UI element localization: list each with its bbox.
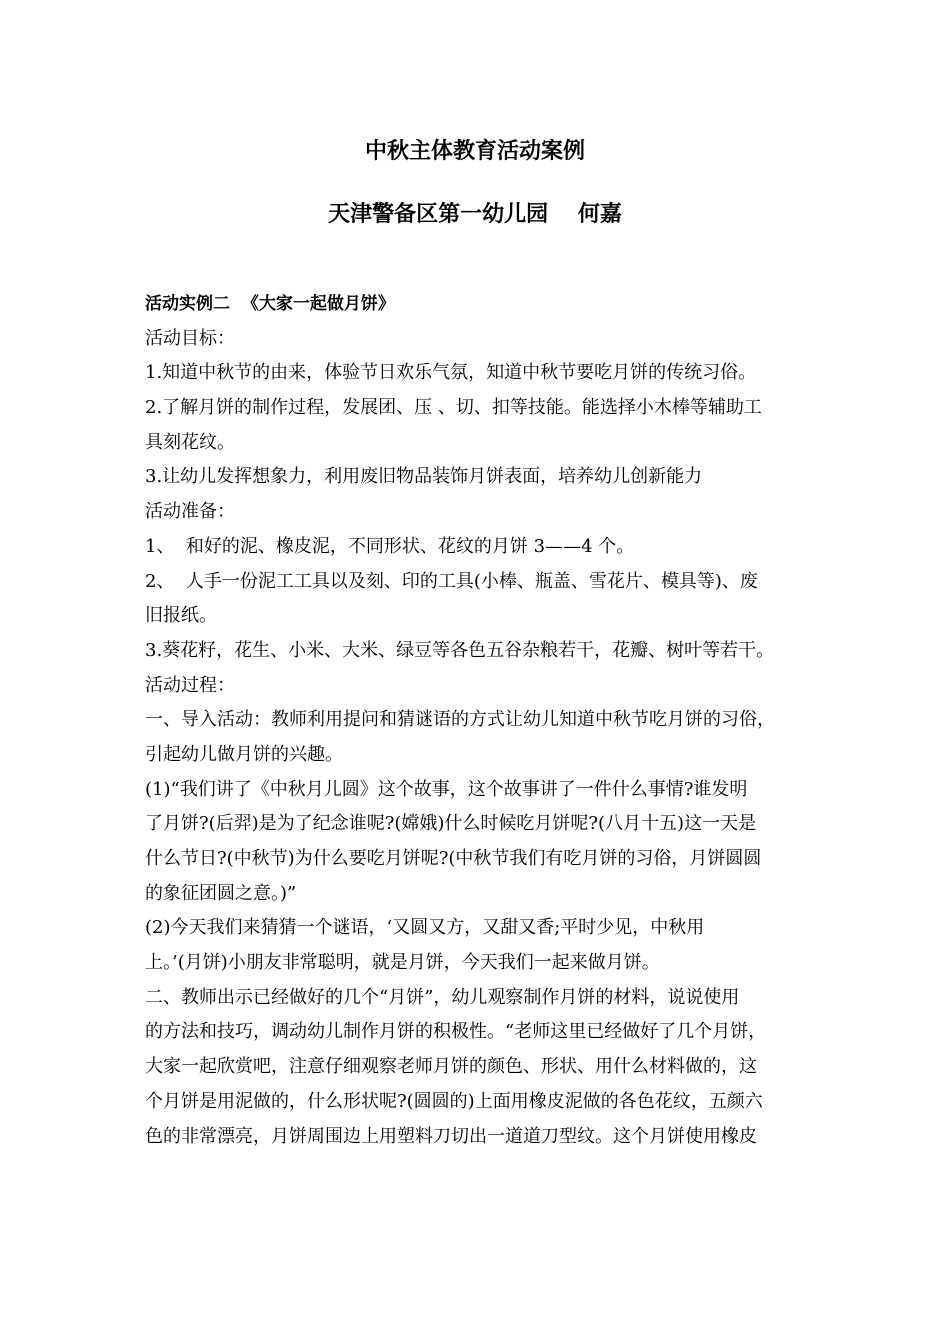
body-line: 1、 和好的泥、橡皮泥，不同形状、花纹的月饼 3——4 个。 bbox=[145, 535, 635, 557]
body-line: 3.让幼儿发挥想象力，利用废旧物品装饰月饼表面，培养幼儿创新能力 bbox=[145, 466, 703, 488]
body-line: 色的非常漂亮，月饼周围边上用塑料刀切出一道道刀型纹。这个月饼使用橡皮 bbox=[145, 1125, 757, 1147]
body-line: 一、导入活动：教师利用提问和猜谜语的方式让幼儿知道中秋节吃月饼的习俗， bbox=[145, 709, 775, 731]
body-line: (1)“我们讲了《中秋月儿圆》这个故事，这个故事讲了一件什么事情?谁发明 bbox=[145, 778, 748, 800]
body-line: 2.了解月饼的制作过程，发展团、压 、切、扣等技能。能选择小木棒等辅助工 bbox=[145, 397, 762, 419]
section-heading: 活动实例二 《大家一起做月饼》 bbox=[145, 294, 395, 314]
body-line: 活动过程： bbox=[145, 674, 235, 696]
body-line: 活动准备： bbox=[145, 501, 235, 523]
body-line: 大家一起欣赏吧，注意仔细观察老师月饼的颜色、形状、用什么材料做的，这 bbox=[145, 1056, 757, 1078]
body-line: 二、教师出示已经做好的几个“月饼”，幼儿观察制作月饼的材料，说说使用 bbox=[145, 986, 740, 1008]
document-title: 中秋主体教育活动案例 bbox=[364, 139, 585, 164]
body-line: 具刻花纹。 bbox=[145, 431, 235, 453]
document-body bbox=[145, 287, 810, 1154]
body-line: 引起幼儿做月饼的兴趣。 bbox=[145, 743, 343, 765]
body-line: 什么节日?(中秋节)为什么要吃月饼呢?(中秋节我们有吃月饼的习俗，月饼圆圆 bbox=[145, 848, 762, 869]
body-line: 的方法和技巧，调动幼儿制作月饼的积极性。“老师这里已经做好了几个月饼， bbox=[145, 1021, 767, 1043]
body-line: (2)今天我们来猜猜一个谜语，‘又圆又方，又甜又香;平时少见，中秋用 bbox=[145, 917, 705, 939]
body-line: 1.知道中秋节的由来，体验节日欢乐气氛，知道中秋节要吃月饼的传统习俗。 bbox=[145, 362, 757, 384]
document-subtitle: 天津警备区第一幼儿园 何嘉 bbox=[328, 202, 622, 227]
body-line: 上。’(月饼)小朋友非常聪明，就是月饼，今天我们一起来做月饼。 bbox=[145, 952, 660, 974]
body-line: 了月饼?(后羿)是为了纪念谁呢?(嫦娥)什么时候吃月饼呢?(八月十五)这一天是 bbox=[145, 813, 757, 835]
body-line: 个月饼是用泥做的，什么形状呢?(圆圆的)上面用橡皮泥做的各色花纹，五颜六 bbox=[145, 1090, 763, 1112]
body-line: 2、 人手一份泥工工具以及刻、印的工具(小棒、瓶盖、雪花片、模具等)、废 bbox=[145, 570, 758, 592]
body-line: 3.葵花籽，花生、小米、大米、绿豆等各色五谷杂粮若干，花瓣、树叶等若干。 bbox=[145, 639, 775, 661]
body-line: 活动目标： bbox=[145, 327, 235, 349]
body-line: 的象征团圆之意。)” bbox=[145, 882, 297, 904]
body-line: 旧报纸。 bbox=[145, 605, 217, 627]
